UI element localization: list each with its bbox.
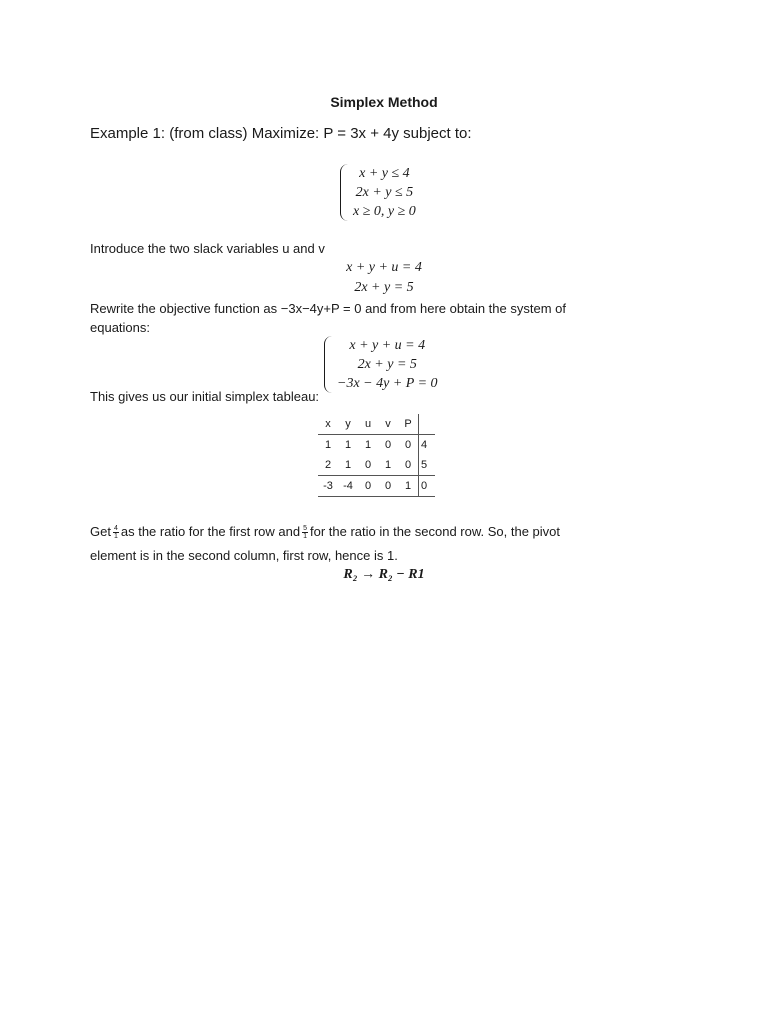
constraint-1: x + y ≤ 4 (359, 166, 410, 181)
ratio-line-1 (90, 524, 560, 540)
page-title: Simplex Method (330, 94, 438, 110)
ratio-fraction-1 (113, 525, 119, 540)
tableau-header-rhs (419, 414, 436, 435)
tableau-cell: 1 (384, 459, 392, 471)
example-statement: Example 1: (from class) Maximize: P = 3x + 4y subject to: (90, 125, 472, 142)
tableau-cell: 0 (398, 435, 419, 456)
rewrite-line-2: equations: (90, 320, 150, 335)
tableau-cell: -3 (318, 476, 338, 497)
tableau-header: v (385, 418, 391, 430)
rewrite-line-1: Rewrite the objective function as −3x−4y+P = 0 and from here obtain the system of (90, 301, 566, 316)
tableau-header: y (345, 418, 351, 430)
slack-equation-1: x + y + u = 4 (346, 260, 422, 275)
tableau-cell: 0 (358, 476, 378, 497)
constraint-2: 2x + y ≤ 5 (355, 185, 414, 200)
fraction-numerator: 4 (113, 525, 118, 533)
tableau-cell: 0 (404, 459, 412, 471)
tableau-header: x (325, 418, 331, 430)
fraction-denominator: 1 (303, 533, 307, 541)
constraint-system (340, 164, 416, 221)
row-operation: R₂ → R₂ − R1 (343, 567, 425, 582)
ratio-mid: as the ratio for the first row and (120, 524, 301, 539)
constraint-3: x ≥ 0, y ≥ 0 (353, 204, 416, 219)
tableau-objective-row (318, 476, 435, 497)
simplex-tableau (318, 414, 435, 497)
tableau-cell: 0 (378, 476, 398, 497)
equation-system (324, 336, 438, 393)
tableau-cell-rhs: 5 (419, 455, 436, 476)
tableau-cell: 1 (398, 476, 419, 497)
tableau-cell: 1 (344, 459, 352, 471)
equation-1: x + y + u = 4 (349, 338, 426, 353)
tableau-cell: 2 (324, 459, 332, 471)
tableau-cell: -4 (338, 476, 358, 497)
tableau-header: P (404, 418, 412, 430)
fraction-denominator: 1 (113, 533, 118, 541)
slack-equation-2: 2x + y = 5 (354, 280, 414, 295)
tableau-cell-rhs: 4 (419, 435, 436, 456)
brace-icon (340, 164, 350, 221)
tableau-cell: 1 (358, 435, 378, 456)
ratio-end: for the ratio in the second row. So, the pivot (309, 524, 561, 539)
ratio-get: Get (90, 524, 111, 539)
equation-2: 2x + y = 5 (357, 357, 417, 372)
equation-3: −3x − 4y + P = 0 (337, 376, 438, 391)
tableau-cell: 1 (318, 435, 338, 456)
tableau-row (318, 435, 435, 456)
fraction-numerator: 5 (303, 525, 307, 533)
tableau-intro: This gives us our initial simplex tableau: (90, 389, 320, 404)
tableau-cell: 0 (364, 459, 372, 471)
tableau-row (318, 455, 435, 476)
brace-icon (324, 336, 334, 393)
tableau-header-row (318, 414, 435, 435)
ratio-fraction-2 (302, 525, 308, 540)
tableau-cell: 0 (378, 435, 398, 456)
tableau-header: u (364, 418, 372, 430)
tableau-cell: 1 (338, 435, 358, 456)
ratio-line-2: element is in the second column, first row, hence is 1. (90, 548, 398, 563)
slack-intro: Introduce the two slack variables u and v (90, 241, 325, 256)
tableau-cell-rhs: 0 (419, 476, 436, 497)
